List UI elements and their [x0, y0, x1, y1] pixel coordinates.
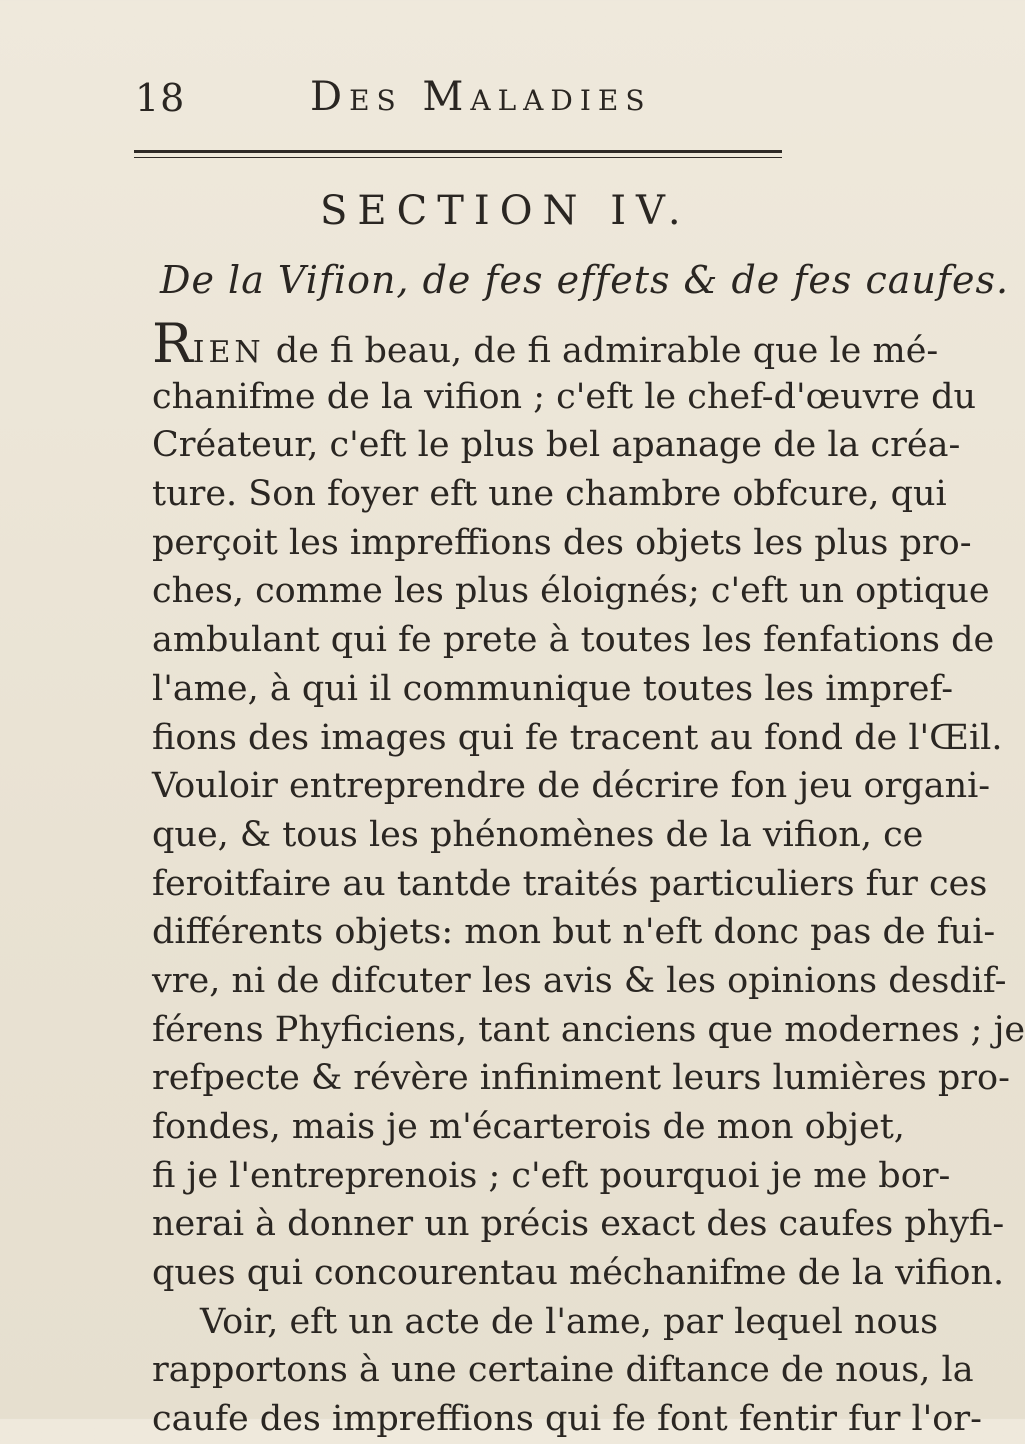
text-line: [152, 312, 939, 375]
text-line: Voir, eft un acte de l'ame, par lequel nous: [200, 1301, 939, 1342]
text-line: l'ame, à qui il communique toutes les impref-: [152, 668, 954, 709]
text-line: ture. Son foyer eft une chambre obfcure, qui: [152, 474, 947, 515]
header-rule: [134, 150, 782, 153]
text-line: Créateur, c'eft le plus bel apanage de la créa-: [152, 425, 961, 466]
text-line: Vouloir entreprendre de décrire fon jeu organi-: [152, 766, 991, 807]
text-line: caufe des impreffions qui fe font fentir fur l'or-: [152, 1399, 982, 1440]
text-line: nerai à donner un précis exact des caufes phyfi-: [152, 1204, 1005, 1245]
text-line: fions des images qui fe tracent au fond de l'Œil.: [152, 717, 1003, 758]
section-subtitle: De la Vifion, de fes effets & de fes caufes.: [160, 258, 1010, 302]
body-text: [152, 312, 1025, 1444]
text-line: fondes, mais je m'écarterois de mon objet,: [152, 1107, 905, 1147]
drop-capital: R: [152, 312, 193, 375]
text-line: perçoit les impreffions des objets les plus pro-: [152, 522, 972, 563]
page-number: 18: [135, 76, 186, 120]
text-line: ambulant qui fe prete à toutes les fenfations de: [152, 620, 995, 661]
text-line: que, & tous les phénomènes de la vifion, ce: [152, 814, 924, 855]
text-line: vre, ni de difcuter les avis & les opinions desdif-: [152, 960, 1007, 1001]
text-line: différents objets: mon but n'eft donc pas de fui-: [152, 912, 996, 953]
first-word-rest: IEN: [192, 335, 265, 370]
text-line: feroitfaire au tantde traités particuliers fur ces: [152, 863, 988, 904]
section-heading: SECTION IV.: [320, 188, 691, 234]
text-line: fi je l'entreprenois ; c'eft pourquoi je me bor-: [152, 1155, 951, 1196]
text-line: chanifme de la vifion ; c'eft le chef-d'œuvre du: [152, 376, 977, 417]
text-line: ques qui concourentau méchanifme de la vifion.: [152, 1253, 1005, 1294]
running-head: [135, 70, 695, 122]
running-title: Des Maladies: [310, 74, 652, 120]
text-line: refpecte & révère infiniment leurs lumières pro-: [152, 1058, 1010, 1099]
text-line: férens Phyficiens, tant anciens que modernes ; je: [152, 1009, 1025, 1050]
text-line-content: de fi beau, de fi admirable que le mé-: [264, 331, 939, 371]
text-line: ches, comme les plus éloignés; c'eft un optique: [152, 571, 990, 612]
text-line: rapportons à une certaine diftance de nous, la: [152, 1350, 974, 1391]
